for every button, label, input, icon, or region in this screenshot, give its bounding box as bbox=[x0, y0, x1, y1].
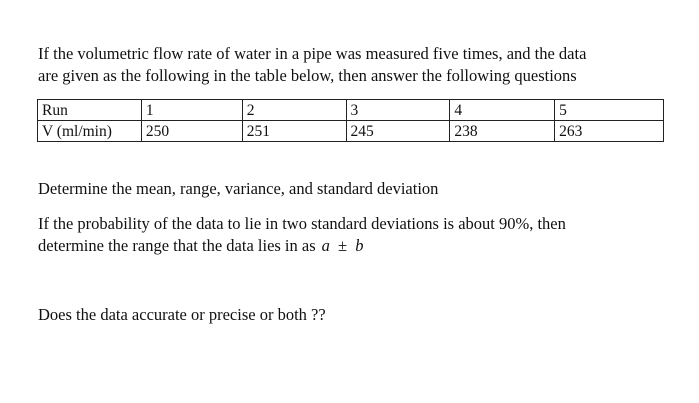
table-cell: 263 bbox=[555, 121, 664, 142]
table-row-run bbox=[38, 100, 664, 121]
math-b: b bbox=[355, 236, 365, 255]
table-row-volume bbox=[38, 121, 664, 142]
question-range bbox=[38, 213, 678, 257]
question-range-line-2: determine the range that the data lies in as bbox=[38, 236, 316, 255]
table-cell: 4 bbox=[450, 100, 555, 121]
flow-rate-table bbox=[37, 99, 664, 142]
table-cell: 238 bbox=[450, 121, 555, 142]
question-range-line-1: If the probability of the data to lie in two standard deviations is about 90%, then bbox=[38, 214, 566, 233]
table-cell: 251 bbox=[242, 121, 346, 142]
math-a: a bbox=[321, 236, 331, 255]
table-cell: 5 bbox=[555, 100, 664, 121]
question-statistics: Determine the mean, range, variance, and standard deviation bbox=[38, 179, 439, 198]
table-cell: Run bbox=[38, 100, 142, 121]
table-cell: 3 bbox=[346, 100, 450, 121]
table-cell: 2 bbox=[242, 100, 346, 121]
intro-line-2: are given as the following in the table below, then answer the following questions bbox=[38, 66, 577, 85]
table-cell: 250 bbox=[141, 121, 242, 142]
plus-minus-symbol: ± bbox=[338, 236, 349, 255]
table-cell: 1 bbox=[141, 100, 242, 121]
problem-intro bbox=[38, 43, 678, 87]
intro-line-1: If the volumetric flow rate of water in a pipe was measured five times, and the data bbox=[38, 44, 587, 63]
math-expression bbox=[322, 236, 365, 255]
table-cell: 245 bbox=[346, 121, 450, 142]
question-accuracy: Does the data accurate or precise or both ?? bbox=[38, 305, 326, 324]
table-cell: V (ml/min) bbox=[38, 121, 142, 142]
